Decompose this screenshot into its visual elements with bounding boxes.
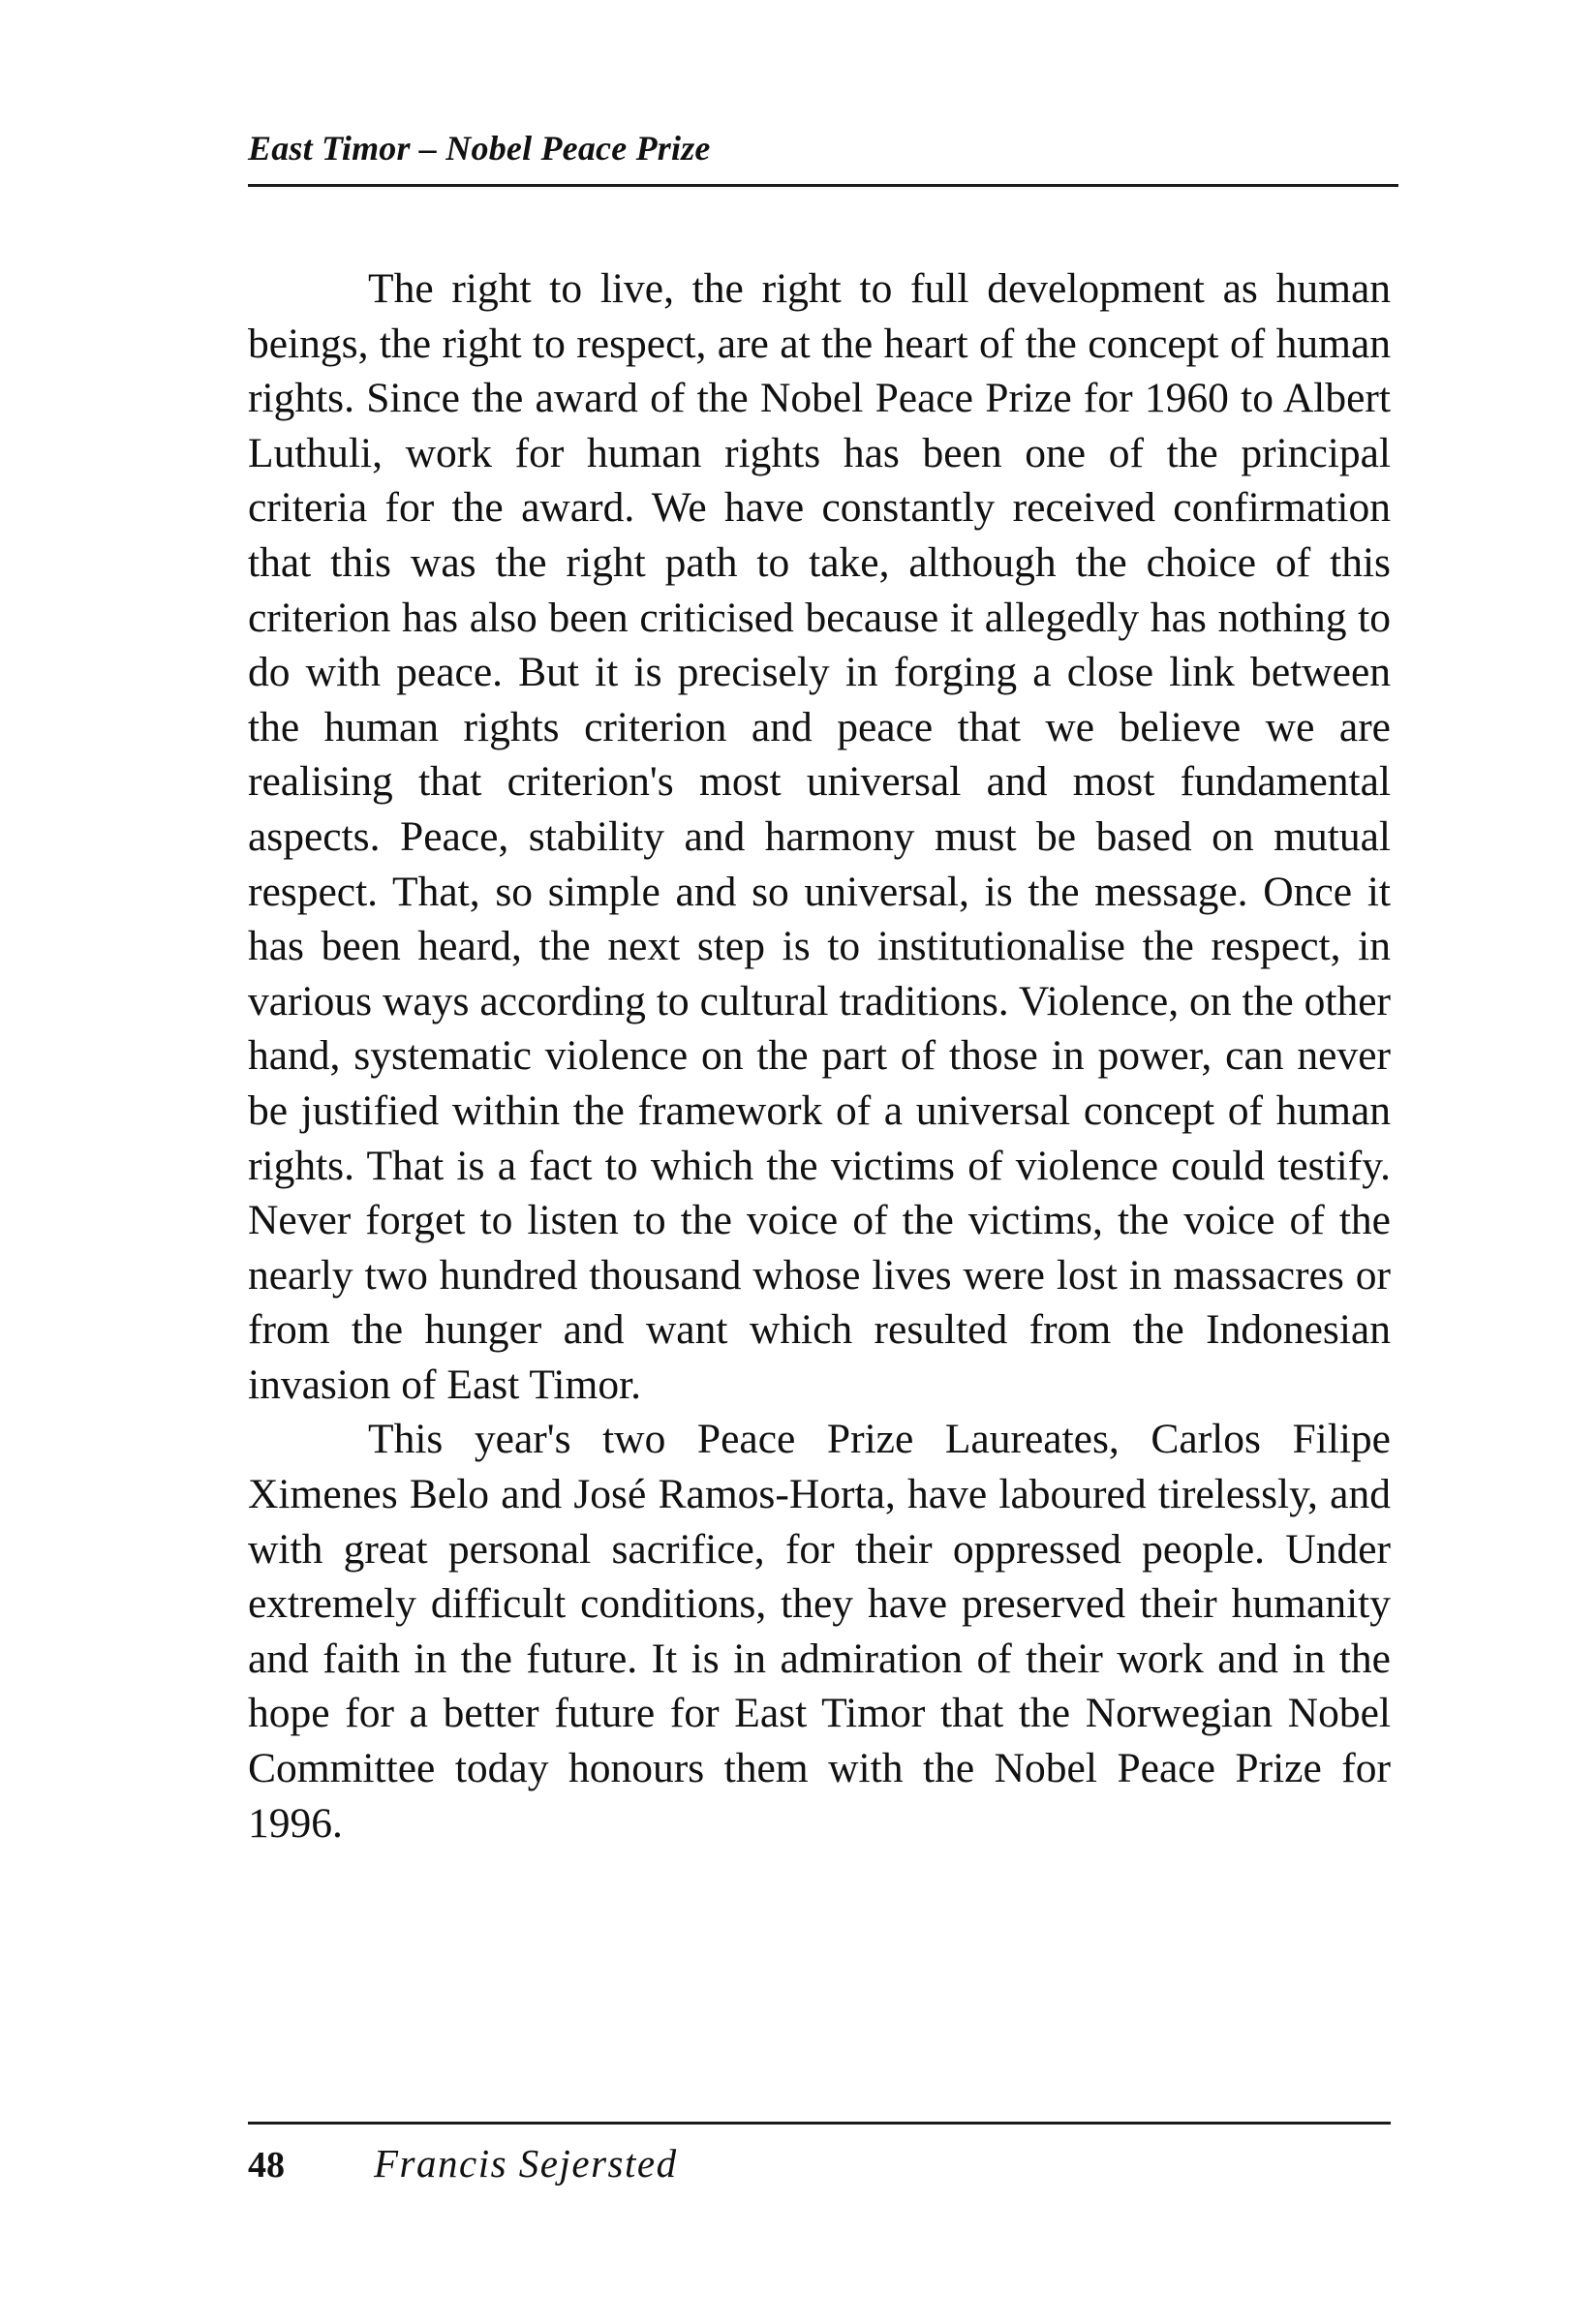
footer-author: Francis Sejersted xyxy=(374,2141,678,2186)
body-text xyxy=(248,261,1391,1850)
running-header xyxy=(248,124,1398,187)
paragraph-human-rights: The right to live, the right to full development as human beings, the right to respect, are at the heart of the concept of human rights. Since the award of the Nobel Peace Prize for 1960 to Albert Luthuli, work for human rights has been one of the principal criteria for the award. We have constantly received confirmation that this was the right path to take, although the choice of this criterion has also been criticised because it allegedly has nothing to do with peace. But it is precisely in forging a close link between the human rights criterion and peace that we believe we are realising that criterion's most universal and most fundamental aspects. Peace, stability and harmony must be based on mutual respect. That, so simple and so universal, is the message. Once it has been heard, the next step is to institutionalise the respect, in various ways according to cultural traditions. Violence, on the other hand, systematic violence on the part of those in power, can never be justified within the framework of a universal concept of human rights. That is a fact to which the victims of violence could testify. Never forget to listen to the voice of the victims, the voice of the nearly two hundred thousand whose lives were lost in massacres or from the hunger and want which resulted from the Indonesian invasion of East Timor. xyxy=(248,265,1391,1408)
paragraph-laureates: This year's two Peace Prize Laureates, Carlos Filipe Ximenes Belo and José Ramos-Horta, have laboured tirelessly, and with great personal sacrifice, for their oppressed people. Under extremely difficult conditions, they have preserved their humanity and faith in the future. It is in admiration of their work and in the hope for a better future for East Timor that the Norwegian Nobel Committee today honours them with the Nobel Peace Prize for 1996. xyxy=(248,1416,1391,1847)
running-header-title: East Timor – Nobel Peace Prize xyxy=(248,129,711,168)
page-footer xyxy=(248,2122,1391,2186)
page-number: 48 xyxy=(248,2145,285,2186)
